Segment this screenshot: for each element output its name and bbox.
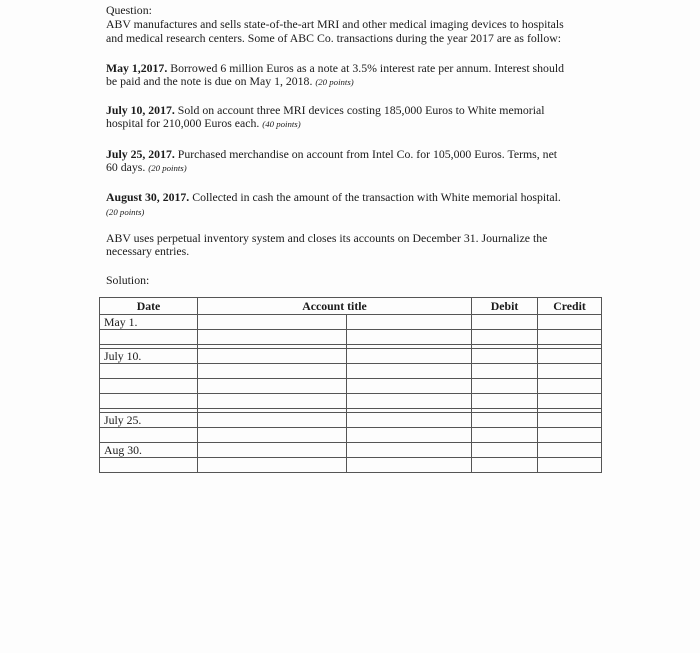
account-cell[interactable] [198, 379, 347, 394]
intro-line-2: and medical research centers. Some of ABC Co. transactions during the year 2017 are as follow: [106, 31, 562, 45]
debit-cell[interactable] [472, 330, 538, 345]
row-date: May 1. [100, 315, 198, 330]
row-date [100, 458, 198, 473]
intro-line-1: ABV manufactures and sells state-of-the-art MRI and other medical imaging devices to hospitals [106, 17, 564, 31]
transaction-aug30-date: August 30, 2017. [106, 190, 190, 204]
row-date [100, 394, 198, 409]
credit-cell[interactable] [538, 364, 602, 379]
closing-line-1: ABV uses perpetual inventory system and closes its accounts on December 31. Journalize the [106, 231, 548, 245]
transaction-july25-text-2: 60 days. [106, 160, 146, 174]
table-row [100, 443, 602, 458]
transaction-july25-line-2 [106, 161, 187, 175]
transaction-may-points: (20 points) [315, 77, 354, 87]
transaction-july10-text: Sold on account three MRI devices costing 185,000 Euros to White memorial [174, 103, 545, 117]
credit-cell[interactable] [538, 394, 602, 409]
transaction-may-text: Borrowed 6 million Euros as a note at 3.5% interest rate per annum. Interest should [167, 61, 565, 75]
account-cell[interactable] [198, 443, 347, 458]
transaction-may-date: May 1,2017. [106, 61, 168, 75]
account-cell[interactable] [347, 315, 472, 330]
transaction-july10-line-2 [106, 117, 301, 131]
account-cell[interactable] [198, 458, 347, 473]
solution-label: Solution: [106, 273, 150, 287]
account-cell[interactable] [347, 394, 472, 409]
account-cell[interactable] [198, 349, 347, 364]
debit-cell[interactable] [472, 458, 538, 473]
account-cell[interactable] [198, 413, 347, 428]
closing-line-2: necessary entries. [106, 244, 190, 258]
credit-cell[interactable] [538, 349, 602, 364]
credit-cell[interactable] [538, 428, 602, 443]
transaction-aug30-line-1 [106, 191, 561, 204]
table-row [100, 330, 602, 345]
table-row [100, 364, 602, 379]
credit-header: Credit [538, 298, 602, 315]
transaction-aug30-points: (20 points) [106, 207, 145, 217]
credit-cell[interactable] [538, 443, 602, 458]
table-row [100, 428, 602, 443]
account-cell[interactable] [347, 330, 472, 345]
debit-cell[interactable] [472, 315, 538, 330]
table-row [100, 394, 602, 409]
account-cell[interactable] [347, 428, 472, 443]
debit-cell[interactable] [472, 443, 538, 458]
account-cell[interactable] [347, 458, 472, 473]
transaction-may-line-2 [106, 75, 354, 89]
account-cell[interactable] [198, 428, 347, 443]
account-cell[interactable] [347, 379, 472, 394]
credit-cell[interactable] [538, 330, 602, 345]
transaction-july25-text: Purchased merchandise on account from Intel Co. for 105,000 Euros. Terms, net [174, 147, 558, 161]
debit-cell[interactable] [472, 349, 538, 364]
table-row [100, 379, 602, 394]
row-date [100, 330, 198, 345]
account-cell[interactable] [347, 349, 472, 364]
credit-cell[interactable] [538, 458, 602, 473]
transaction-july10-points: (40 points) [262, 119, 301, 129]
account-cell[interactable] [198, 364, 347, 379]
account-cell[interactable] [347, 443, 472, 458]
row-date: July 25. [100, 413, 198, 428]
table-row [100, 413, 602, 428]
credit-cell[interactable] [538, 413, 602, 428]
transaction-july25-date: July 25, 2017. [106, 147, 175, 161]
table-row [100, 349, 602, 364]
row-date: July 10. [100, 349, 198, 364]
transaction-aug30-line-2 [106, 205, 144, 219]
row-date: Aug 30. [100, 443, 198, 458]
transaction-aug30-text: Collected in cash the amount of the transaction with White memorial hospital. [189, 190, 561, 204]
table-row [100, 315, 602, 330]
transaction-july10-date: July 10, 2017. [106, 103, 175, 117]
transaction-may-text-2: be paid and the note is due on May 1, 2018. [106, 74, 313, 88]
debit-cell[interactable] [472, 428, 538, 443]
journal-table [99, 297, 602, 473]
transaction-july25-points: (20 points) [148, 163, 187, 173]
transaction-july10-text-2: hospital for 210,000 Euros each. [106, 116, 260, 130]
account-cell[interactable] [198, 330, 347, 345]
row-date [100, 364, 198, 379]
debit-cell[interactable] [472, 364, 538, 379]
debit-header: Debit [472, 298, 538, 315]
credit-cell[interactable] [538, 315, 602, 330]
date-header: Date [100, 298, 198, 315]
question-heading: Question: [106, 3, 152, 17]
credit-cell[interactable] [538, 379, 602, 394]
account-cell[interactable] [347, 364, 472, 379]
account-cell[interactable] [347, 413, 472, 428]
row-date [100, 428, 198, 443]
journal-header-row [100, 298, 602, 315]
debit-cell[interactable] [472, 379, 538, 394]
debit-cell[interactable] [472, 413, 538, 428]
row-date [100, 379, 198, 394]
table-row [100, 458, 602, 473]
account-cell[interactable] [198, 315, 347, 330]
transaction-july25-line-1 [106, 148, 557, 161]
account-cell[interactable] [198, 394, 347, 409]
account-title-header: Account title [198, 298, 472, 315]
debit-cell[interactable] [472, 394, 538, 409]
